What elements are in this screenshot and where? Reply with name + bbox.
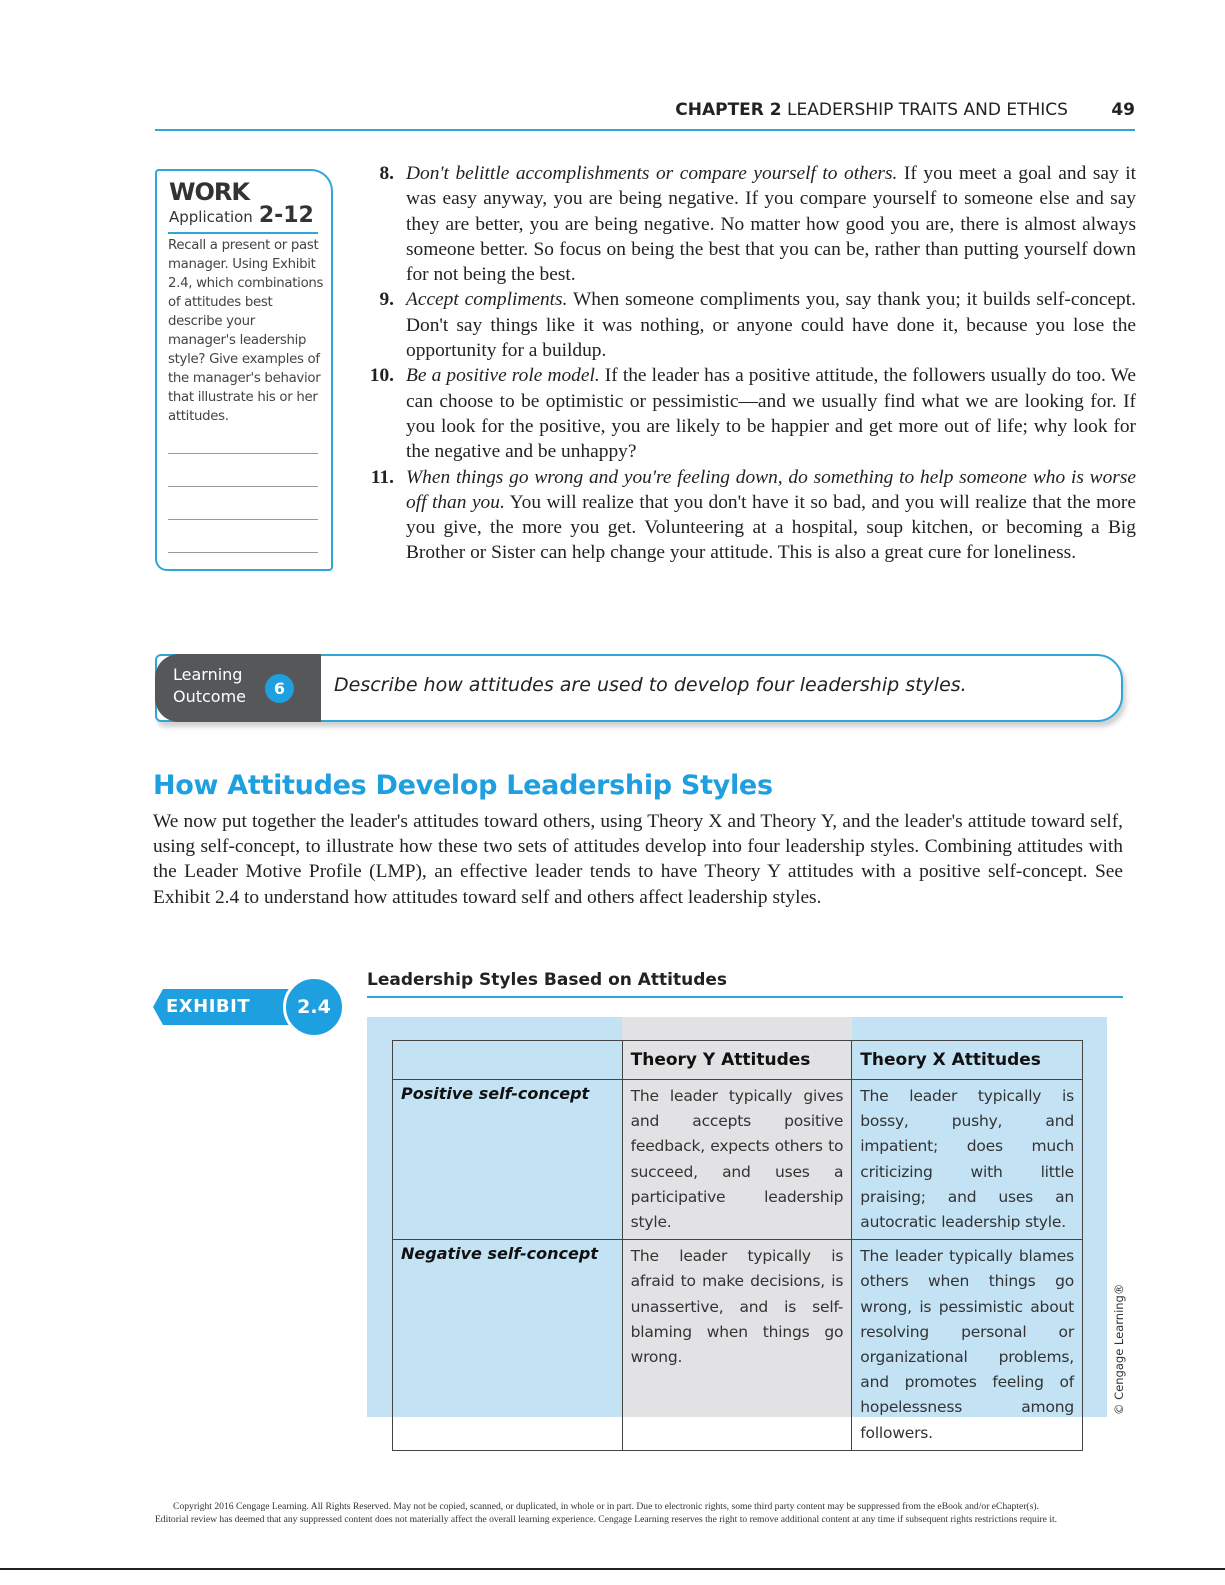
page-bottom-rule xyxy=(0,1568,1225,1570)
table-cell: The leader typically is afraid to make decisions, is unassertive, and is self-blaming when things go wrong. xyxy=(622,1240,852,1451)
exhibit-rule xyxy=(367,996,1123,998)
copyright-line-1: Copyright 2016 Cengage Learning. All Rights Reserved. May not be copied, scanned, or duplicated, in whole or in part. Due to electronic rights, some third party content may be suppressed from the eBook and/or eChapter(s). xyxy=(173,1501,1039,1512)
work-application-subtitle xyxy=(169,203,314,228)
list-item-lead: Accept compliments. xyxy=(406,289,568,311)
table-row xyxy=(393,1080,1083,1240)
image-credit: © Cengage Learning® xyxy=(1112,1283,1126,1415)
answer-line xyxy=(168,519,318,520)
answer-line xyxy=(168,552,318,553)
section-paragraph: We now put together the leader's attitudes toward others, using Theory X and Theory Y, and the leader's attitude toward self, using self-concept, to illustrate how these two sets of attitudes develop into four leadership styles. Combining attitudes with the Leader Motive Profile (LMP), an effective leader tends to have Theory Y attitudes with a positive self-concept. See Exhibit 2.4 to understand how attitudes toward self and others affect leadership styles. xyxy=(153,811,1123,908)
list-item-text: When someone compliments you, say thank you; it builds self-concept. Don't say things like it was nothing, or anyone could have done it, because you lose the opportunity for a buildup. xyxy=(406,289,1136,362)
list-item-text: If the leader has a positive attitude, the followers usually do too. We can choose to be optimistic or pessimistic—and we usually find what we are looking for. If you look for the positive, you are likely to be happier and get more out of life; why look for the negative and be unhappy? xyxy=(406,365,1136,463)
work-application-subtitle-text: Application xyxy=(169,208,253,226)
copyright-line-2: Editorial review has deemed that any suppressed content does not materially affect the overall learning experience. Cengage Learning reserves the right to remove additional content at any time if subsequent rights restrictions require it. xyxy=(154,1514,1058,1525)
table-cell: The leader typically gives and accepts positive feedback, expects others to succeed, and uses a participative leadership style. xyxy=(622,1080,852,1240)
list-item xyxy=(362,465,1136,566)
answer-line xyxy=(168,486,318,487)
row-header-negative: Negative self-concept xyxy=(393,1240,623,1451)
list-item-lead: When things go wrong and you're feeling down, do something to help someone who is worse off than you. xyxy=(406,466,1136,513)
header-rule xyxy=(155,129,1135,131)
work-application-number: 2-12 xyxy=(258,203,314,228)
work-application-text: Recall a present or past manager. Using Exhibit 2.4, which combinations of attitudes best describe your manager's leadership style? Give examples of the manager's behavior that illustrate his or her attitudes. xyxy=(168,238,324,424)
page-number: 49 xyxy=(1111,100,1135,120)
answer-line xyxy=(168,453,318,454)
learning-outcome-label xyxy=(173,664,263,708)
list-item-text: If you meet a goal and say it was easy anyway, you are being negative. If you compare yourself to someone else and say they are better, you are being negative. No matter how good you are, there is almost always someone better. So focus on being the best that you can be, rather than putting yourself down for not being the best. xyxy=(406,163,1137,286)
list-item xyxy=(362,363,1136,464)
section-heading: How Attitudes Develop Leadership Styles xyxy=(153,770,773,801)
column-header-theory-y: Theory Y Attitudes xyxy=(622,1041,852,1080)
list-item-lead: Be a positive role model. xyxy=(406,365,600,387)
table-header-row xyxy=(393,1041,1083,1080)
table-corner-cell xyxy=(393,1041,623,1080)
tips-list xyxy=(362,161,1136,566)
copyright-notice xyxy=(100,1500,1112,1526)
work-application-rule xyxy=(168,232,318,234)
exhibit-number: 2.4 xyxy=(283,976,345,1038)
learning-outcome-label-line1: Learning xyxy=(173,665,243,684)
column-header-theory-x: Theory X Attitudes xyxy=(852,1041,1083,1080)
chapter-label: CHAPTER 2 xyxy=(675,100,782,120)
table-cell: The leader typically is bossy, pushy, and impatient; does much criticizing with little praising; and uses an autocratic leadership style. xyxy=(852,1080,1083,1240)
learning-outcome-label-line2: Outcome xyxy=(173,687,247,706)
exhibit-table xyxy=(392,1040,1083,1451)
work-application-title: WORK xyxy=(169,178,249,206)
running-head xyxy=(155,100,1135,124)
row-header-positive: Positive self-concept xyxy=(393,1080,623,1240)
list-item-text: You will realize that you don't have it so bad, and you will realize that the more you give, the more you get. Volunteering at a hospital, soup kitchen, or becoming a Big Brother or Sister can help change your attitude. This is also a great cure for loneliness. xyxy=(406,491,1136,564)
list-item-number: 11. xyxy=(370,466,394,488)
list-item-number: 8. xyxy=(379,163,394,184)
exhibit-label: EXHIBIT xyxy=(166,996,251,1017)
learning-outcome-text: Describe how attitudes are used to develop four leadership styles. xyxy=(334,674,967,696)
list-item xyxy=(362,287,1136,363)
chapter-title: LEADERSHIP TRAITS AND ETHICS xyxy=(787,100,1068,120)
list-item xyxy=(362,161,1136,287)
learning-outcome-number: 6 xyxy=(265,674,294,703)
exhibit-title: Leadership Styles Based on Attitudes xyxy=(367,970,728,990)
table-row xyxy=(393,1240,1083,1451)
list-item-number: 10. xyxy=(369,365,394,387)
list-item-lead: Don't belittle accomplishments or compare yourself to others. xyxy=(406,163,898,184)
table-cell: The leader typically blames others when things go wrong, is pessimistic about resolving personal or organizational problems, and promotes feeling of hopelessness among followers. xyxy=(852,1240,1083,1451)
list-item-number: 9. xyxy=(379,289,394,311)
